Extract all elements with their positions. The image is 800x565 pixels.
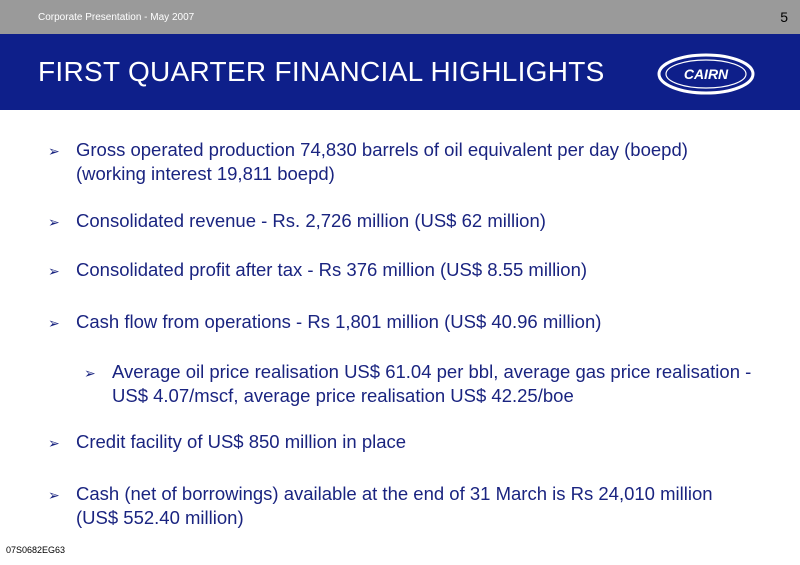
logo-text: CAIRN — [683, 66, 729, 82]
bullet-text: Cash flow from operations - Rs 1,801 million (US$ 40.96 million) — [76, 311, 602, 332]
bullet-arrow-icon: ➢ — [84, 365, 96, 381]
top-bar — [0, 0, 800, 34]
bullet-item — [48, 138, 748, 186]
bullet-item — [48, 209, 748, 233]
bullet-text: Consolidated revenue - Rs. 2,726 million (US$ 62 million) — [76, 210, 546, 231]
bullet-text: Credit facility of US$ 850 million in place — [76, 431, 407, 452]
bullet-arrow-icon: ➢ — [48, 315, 60, 331]
slide-title: FIRST QUARTER FINANCIAL HIGHLIGHTS — [38, 56, 605, 87]
sub-bullet-item — [84, 360, 764, 408]
title-banner — [0, 34, 800, 110]
bullet-item — [48, 310, 748, 334]
bullet-arrow-icon: ➢ — [48, 487, 60, 503]
bullet-text: Cash (net of borrowings) available at the end of 31 March is Rs 24,010 million (US$ 552.40 million) — [76, 483, 713, 528]
bullet-item — [48, 258, 748, 282]
bullet-arrow-icon: ➢ — [48, 263, 60, 279]
bullet-arrow-icon: ➢ — [48, 143, 60, 159]
bullet-item — [48, 430, 748, 454]
doc-code: 07S0682EG63 — [6, 545, 66, 555]
bullet-arrow-icon: ➢ — [48, 214, 60, 230]
bullet-text: Gross operated production 74,830 barrels of oil equivalent per day (boepd) (working interest 19,811 boepd) — [76, 139, 688, 184]
bullet-item — [48, 482, 748, 530]
bullet-text: Consolidated profit after tax - Rs 376 million (US$ 8.55 million) — [76, 259, 588, 280]
bullet-text: Average oil price realisation US$ 61.04 per bbl, average gas price realisation - US$ 4.07/mscf, average price realisation US$ 42.25/boe — [112, 361, 752, 406]
page-number: 5 — [780, 9, 788, 25]
slide-content — [0, 110, 800, 545]
cairn-logo-icon — [656, 52, 756, 96]
header-confidentiality: Corporate Presentation - May 2007 — [38, 12, 195, 23]
bullet-arrow-icon: ➢ — [48, 435, 60, 451]
